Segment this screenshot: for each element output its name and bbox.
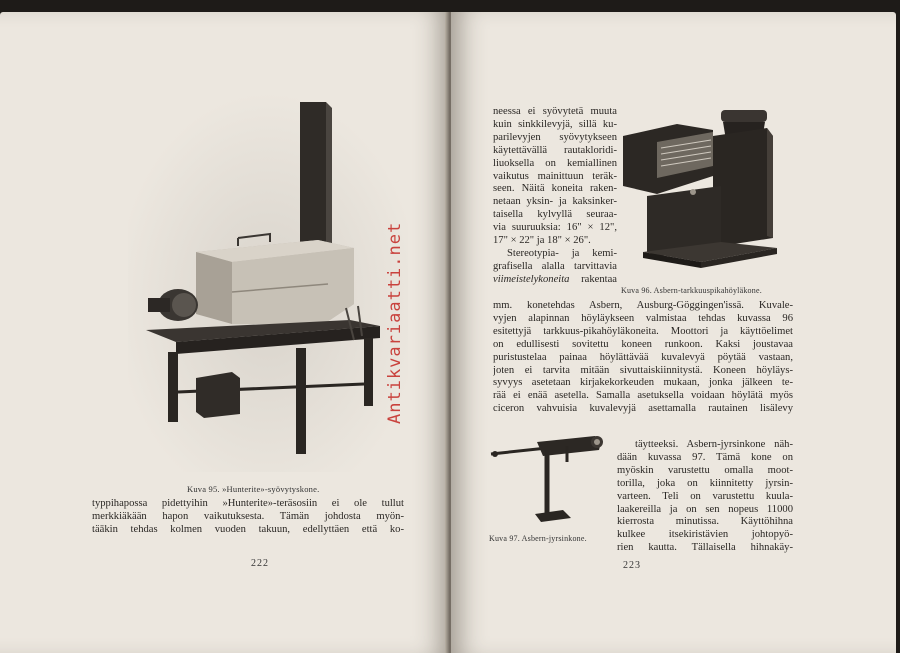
text-line: rien kautta. Tällaisella hihnakäy- [617, 542, 793, 554]
figure-95-caption: Kuva 95. »Hunterite»-syövytyskone. [187, 484, 320, 494]
text-line: ciceron vahvuisia kuvalevyjä asettamalla rautainen lisälevy [493, 403, 793, 415]
watermark-text: Antikvariaatti.net [385, 221, 405, 424]
text-fragment: rakentaa [569, 273, 617, 285]
text-line: taisella kylvyllä seuraa- [493, 209, 617, 221]
text-line: dään kuvassa 97. Tämä kone on [617, 451, 793, 463]
figure-96-planing-machine [617, 106, 787, 282]
text-line: esitettyjä tarkkuus-pikahöyläkoneita. Moottori ja käyttöelimet [493, 325, 793, 337]
right-narrow-column [493, 106, 617, 287]
text-line: netaan yksin- ja kaksinker- [493, 196, 617, 208]
text-line: 17" × 22" ja 18" × 26". [493, 235, 591, 247]
text-line: kierrosta minutissa. Käyttöhihna [617, 516, 793, 528]
text-line: laakereilla ja on sen nopeus 11000 [617, 503, 793, 515]
text-line: parilevyjen syövytykseen [493, 131, 617, 143]
text-line: täytteeksi. Asbern-jyrsinkone näh- [635, 439, 793, 450]
text-line: käytettävällä rautakloridi- [493, 144, 617, 156]
text-line: via suuruuksia: 16" × 12", [493, 222, 617, 234]
figure-95-etching-machine [128, 92, 408, 472]
text-line: vyjen alapinnan höyläykseen valmistaa tehdas kuvassa 96 [493, 312, 793, 324]
text-line: neessa ei syövytetä muuta [493, 106, 617, 117]
text-line: vaikutus mainittuun teräk- [493, 170, 617, 182]
page-number-left: 222 [251, 558, 269, 569]
text-line: myöskin varustettu omalla moot- [617, 464, 793, 476]
text-line: rää ei enää asetella. Samalla asetuksella voidaan höylätä myös [493, 390, 793, 402]
text-line: typpihapossa pidettyihin »Hunterite»-teräsosiin ei ole tullut [92, 498, 404, 509]
left-body-text [92, 498, 404, 537]
text-line: joten ei tarvita mitään sivuttaiskiinnitystä. Koneen höyläys- [493, 364, 793, 376]
right-lower-column [617, 439, 793, 555]
left-page [0, 12, 449, 653]
text-line: liuoksella on kemiallinen [493, 157, 617, 169]
italic-term: viimeistelykoneita [493, 273, 570, 285]
text-line: mm. konetehdas Asbern, Ausburg-Göggingen'issä. Kuvale- [493, 300, 793, 311]
text-line: merkkiäkään hapon vaikutuksesta. Tämän johdosta myön- [92, 510, 404, 522]
text-line: täākin tehdas kolmen vuoden takuun, edellyttäen että ko- [92, 523, 404, 535]
right-page [451, 12, 896, 653]
right-full-width-text [493, 300, 793, 416]
text-line: grafisella alalla tarvittavia [493, 260, 617, 272]
text-line: kuin sinkkilevyjä, sillä ku- [493, 118, 617, 130]
figure-96-caption: Kuva 96. Asbern-tarkkuuspikahöyläkone. [621, 286, 762, 295]
text-line [493, 274, 617, 287]
text-line: syvyys asetetaan kirjakekorkeuden mukaan, jonka jälkeen te- [493, 377, 793, 389]
text-line: on edullisesti sovitettu koneen runkoon. Kaksi joustavaa [493, 338, 793, 350]
page-number-right: 223 [623, 560, 641, 571]
text-line: Stereotypia- ja kemi- [507, 247, 617, 259]
text-line: varteen. Teli on varustettu kuula- [617, 490, 793, 502]
figure-97-milling-machine [487, 432, 611, 530]
text-line: kulkee itsekiristävien johtopyö- [617, 529, 793, 541]
text-line: seen. Näitä koneita raken- [493, 183, 617, 195]
figure-97-caption: Kuva 97. Asbern-jyrsinkone. [489, 534, 587, 543]
text-line: puristustelaa painaa höylättävää kuvalevyä pöytää vastaan, [493, 351, 793, 363]
text-line: torilla, joka on kiinnitetty jyrsin- [617, 477, 793, 489]
